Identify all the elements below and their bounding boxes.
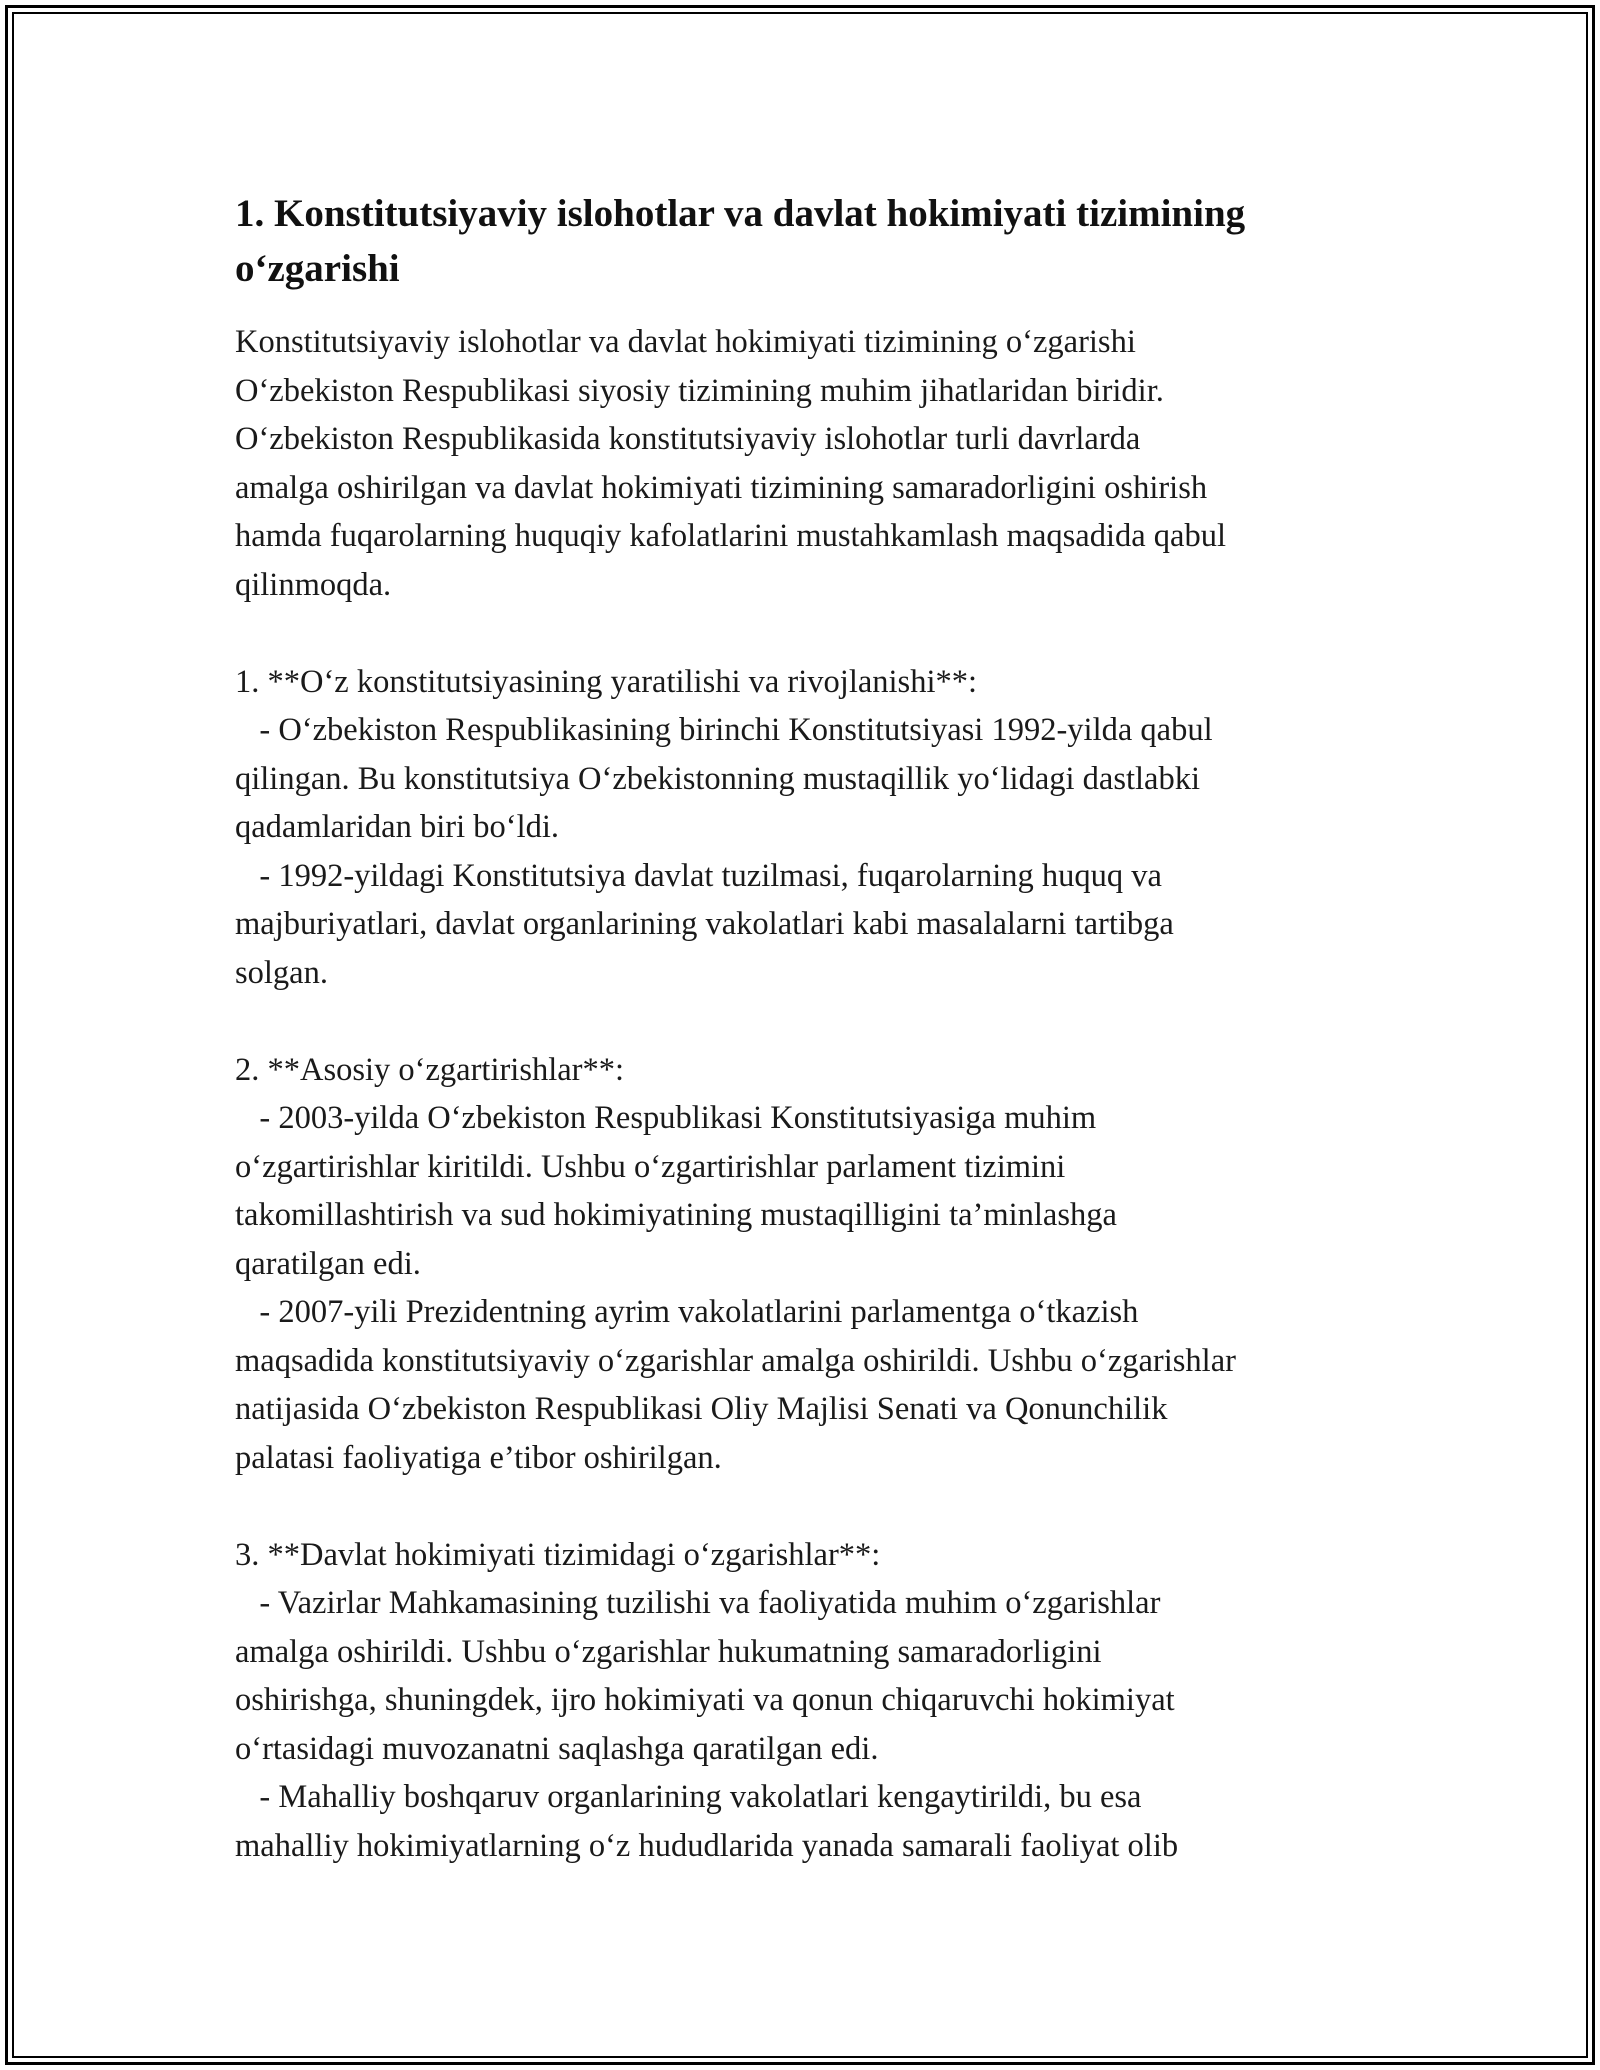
text-line: qilinmoqda. bbox=[235, 566, 392, 603]
text-line: solgan. bbox=[235, 954, 328, 991]
text-line: Oʻzbekiston Respublikasi siyosiy tizimining muhim jihatlaridan biridir. bbox=[235, 372, 1164, 409]
title-line: oʻzgarishi bbox=[235, 247, 400, 290]
page-title bbox=[235, 186, 1375, 296]
section-heading: 1. **Oʻz konstitutsiyasining yaratilishi va rivojlanishi**: bbox=[235, 663, 978, 700]
text-line: qaratilgan edi. bbox=[235, 1245, 421, 1282]
text-line: - Mahalliy boshqaruv organlarining vakolatlari kengaytirildi, bu esa bbox=[235, 1779, 1142, 1815]
title-line: 1. Konstitutsiyaviy islohotlar va davlat hokimiyati tizimining bbox=[235, 192, 1246, 235]
text-line: qilingan. Bu konstitutsiya Oʻzbekistonning mustaqillik yoʻlidagi dastlabki bbox=[235, 760, 1200, 797]
text-line: mahalliy hokimiyatlarning oʻz hududlarida yanada samarali faoliyat olib bbox=[235, 1827, 1179, 1864]
text-line: maqsadida konstitutsiyaviy oʻzgarishlar amalga oshirildi. Ushbu oʻzgarishlar bbox=[235, 1342, 1236, 1379]
section-heading: 3. **Davlat hokimiyati tizimidagi oʻzgarishlar**: bbox=[235, 1536, 881, 1573]
section-2 bbox=[235, 1046, 1375, 1483]
text-line: natijasida Oʻzbekiston Respublikasi Oliy Majlisi Senati va Qonunchilik bbox=[235, 1391, 1168, 1427]
paragraph-spacer bbox=[235, 609, 1375, 658]
paragraph-spacer bbox=[235, 997, 1375, 1046]
text-line: - 2007-yili Prezidentning ayrim vakolatlarini parlamentga oʻtkazish bbox=[235, 1294, 1139, 1330]
paragraph-spacer bbox=[235, 1482, 1375, 1531]
text-line: Konstitutsiyaviy islohotlar va davlat hokimiyati tizimining oʻzgarishi bbox=[235, 324, 1136, 360]
text-line: hamda fuqarolarning huquqiy kafolatlarini mustahkamlash maqsadida qabul bbox=[235, 518, 1226, 554]
text-line: - 2003-yilda Oʻzbekiston Respublikasi Konstitutsiyasiga muhim bbox=[235, 1100, 1097, 1136]
text-line: - 1992-yildagi Konstitutsiya davlat tuzilmasi, fuqarolarning huquq va bbox=[235, 857, 1162, 894]
text-line: oʻzgartirishlar kiritildi. Ushbu oʻzgartirishlar parlament tizimini bbox=[235, 1148, 1066, 1185]
text-line: - Oʻzbekiston Respublikasining birinchi Konstitutsiyasi 1992-yilda qabul bbox=[235, 712, 1213, 748]
text-line: Oʻzbekiston Respublikasida konstitutsiyaviy islohotlar turli davrlarda bbox=[235, 421, 1141, 457]
section-1 bbox=[235, 658, 1375, 998]
text-line: oʻrtasidagi muvozanatni saqlashga qaratilgan edi. bbox=[235, 1730, 879, 1767]
section-heading: 2. **Asosiy oʻzgartirishlar**: bbox=[235, 1051, 625, 1088]
text-line: palatasi faoliyatiga e’tibor oshirilgan. bbox=[235, 1439, 722, 1476]
text-line: majburiyatlari, davlat organlarining vakolatlari kabi masalalarni tartibga bbox=[235, 906, 1174, 942]
section-3 bbox=[235, 1531, 1375, 1871]
text-line: oshirishga, shuningdek, ijro hokimiyati va qonun chiqaruvchi hokimiyat bbox=[235, 1682, 1175, 1718]
intro-paragraph bbox=[235, 318, 1375, 609]
text-line: amalga oshirildi. Ushbu oʻzgarishlar hukumatning samaradorligini bbox=[235, 1633, 1102, 1670]
text-line: takomillashtirish va sud hokimiyatining mustaqilligini ta’minlashga bbox=[235, 1197, 1117, 1233]
text-line: amalga oshirilgan va davlat hokimiyati tizimining samaradorligini oshirish bbox=[235, 469, 1208, 506]
document-content bbox=[235, 186, 1375, 1870]
text-line: qadamlaridan biri boʻldi. bbox=[235, 809, 560, 845]
text-line: - Vazirlar Mahkamasining tuzilishi va faoliyatida muhim oʻzgarishlar bbox=[235, 1585, 1161, 1621]
